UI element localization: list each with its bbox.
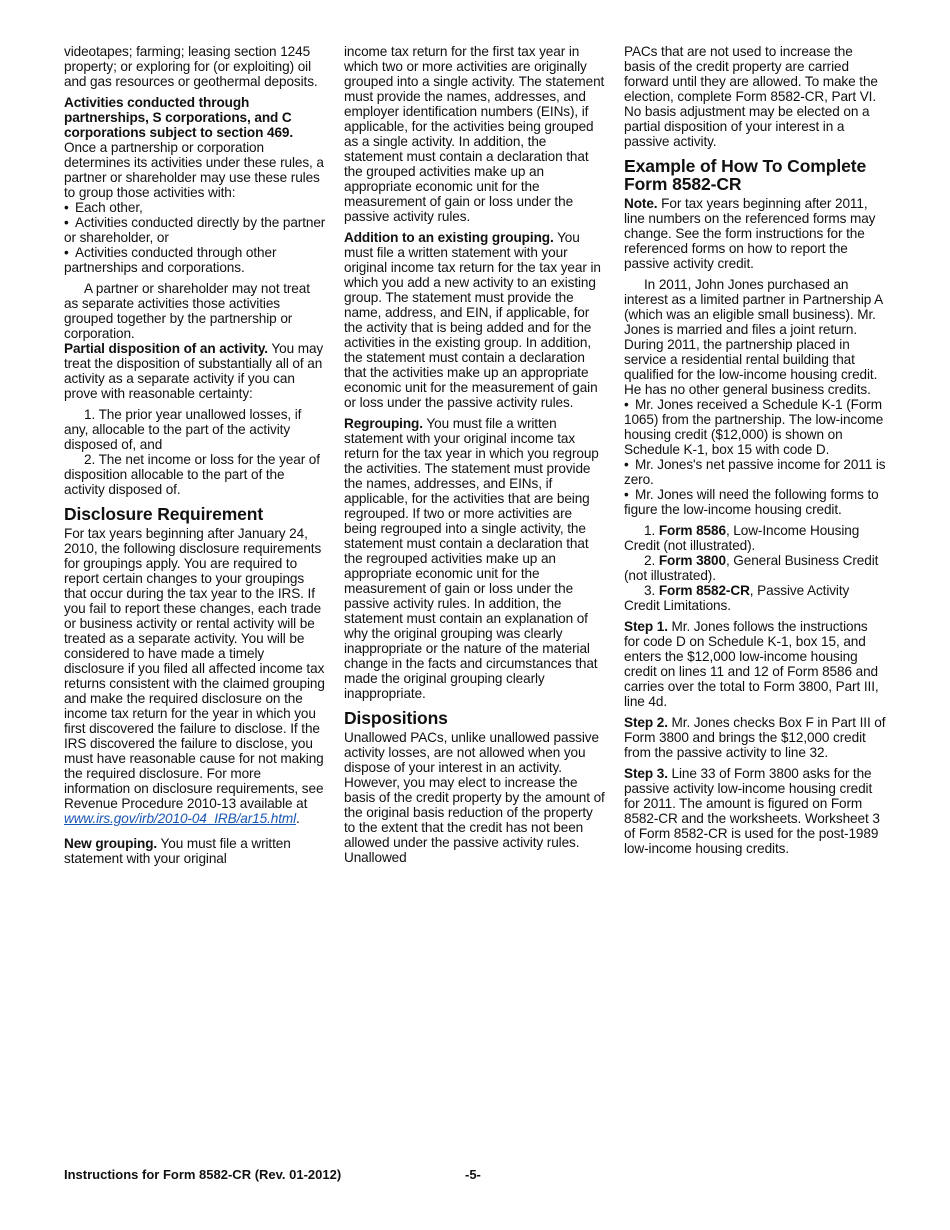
lead-partial: Partial disposition of an activity. [64,341,268,356]
paragraph-note: Note. For tax years beginning after 2011, line numbers on the referenced forms may change. See the form instructions for the referenced forms on how to report the passive activity credit. [624,196,876,271]
paragraph-partnerships: Activities conducted through partnerships, S corporations, and C corporations subject to section 469. Once a partnership or corporation determines its activities under these rules, a partner or shareholder may use these rules to group those activities with: [64,95,324,200]
list-item: 2. The net income or loss for the year of disposition allocable to the part of the activity disposed of. [64,452,320,497]
list-item: • Activities conducted directly by the partner or shareholder, or [64,215,326,245]
paragraph-new-grouping: New grouping. You must file a written statement with your original [64,836,291,866]
paragraph-addition: Addition to an existing grouping. You must file a written statement with your original income tax return for the tax year in which you add a new activity to an existing group. The statement must provide the name, address, and EIN, if applicable, for the activity that is being added and for the activities in the existing group. In addition, the statement must contain a declaration that the activities make up an appropriate economic unit for the measurement of gain or loss under the passive activity rules. [344,230,601,410]
paragraph-step-2: Step 2. Mr. Jones checks Box F in Part III of Form 3800 and brings the $12,000 credit from the passive activity to line 32. [624,715,886,760]
bullet-list-grouping [64,200,326,275]
bullet-icon: • [64,245,69,260]
bullet-icon: • [624,487,629,502]
paragraph-intro: videotapes; farming; leasing section 1245 property; or exploring for (or exploiting) oil and gas resources or geothermal deposits. [64,44,318,89]
page-footer [64,1167,886,1182]
paragraph-dispositions-cont: PACs that are not used to increase the basis of the credit property are carried forward until they are allowed. To make the election, complete Form 8582-CR, Part VI. No basis adjustment may be elected on a partial disposition of your interest in a passive activity. [624,44,878,149]
numbered-list-partial [64,407,326,497]
paragraph-regrouping: Regrouping. You must file a written statement with your original income tax return for the tax year in which you regroup the activities. The statement must provide the names, addresses, and EINs, if applicable, for the activities that are being regrouped. If two or more activities are being regrouped into a single activity, the statement must contain a declaration that the regrouped activities make up an appropriate economic unit for the measurement of gain or loss under the passive activity rules. In addition, the statement must contain an explanation of why the original grouping was clearly inappropriate or the nature of the material change in the facts and circumstances that made the original grouping clearly inappropriate. [344,416,599,701]
paragraph-partial: Partial disposition of an activity. You may treat the disposition of substantially all of an activity as a separate activity if you can prove with reasonable certainty: [64,341,324,401]
lead-partnerships: Activities conducted through partnerships, S corporations, and C corporations subject to section 469. [64,95,294,140]
paragraph-new-grouping-cont: income tax return for the first tax year in which two or more activities are originally grouped into a single activity. The statement must provide the names, addresses, and employer identification numbers (EINs), if applicable, for the activities being grouped as a single activity. In addition, the statement must contain a declaration that the grouped activities make up an appropriate economic unit for the measurement of gain or loss under the passive activity rules. [344,44,605,224]
irs-link[interactable]: www.irs.gov/irb/2010-04_IRB/ar15.html [64,811,297,826]
list-item: 3. Form 8582-CR, Passive Activity Credit Limitations. [624,583,850,613]
paragraph-step-3: Step 3. Line 33 of Form 3800 asks for the passive activity low-income housing credit for 2011. The amount is figured on Form 8582-CR and the worksheets. Worksheet 3 of Form 8582-CR is used for the post-1989 low-income housing credits. [624,766,880,856]
lead-step-1: Step 1. [624,619,668,634]
lead-regrouping: Regrouping. [344,416,423,431]
paragraph-dispositions: Unallowed PACs, unlike unallowed passive activity losses, are not allowed when you dispose of your interest in an activity. However, you may elect to increase the basis of the credit property by the amount of the original basis reduction of the property to the extent that the credit has not been allowed under the passive activity rules. Unallowed [344,730,605,865]
column-1 [64,44,326,872]
list-item: • Mr. Jones will need the following forms to figure the low-income housing credit. [624,487,879,517]
numbered-list-forms [624,523,886,613]
column-3 [624,44,886,862]
bullet-list-jones [624,397,886,517]
bullet-icon: • [624,457,629,472]
page-number: -5- [465,1167,481,1182]
list-item: 1. Form 8586, Low-Income Housing Credit (not illustrated). [624,523,860,553]
heading-example: Example of How To Complete Form 8582-CR [624,156,867,194]
footer-title: Instructions for Form 8582-CR (Rev. 01-2012) [64,1167,342,1182]
lead-step-2: Step 2. [624,715,668,730]
list-item: 2. Form 3800, General Business Credit (not illustrated). [624,553,879,583]
heading-dispositions: Dispositions [344,708,448,728]
list-item: • Mr. Jones received a Schedule K-1 (Form 1065) from the partnership. The low-income housing credit ($12,000) is shown on Schedule K-1, box 15 with code D. [624,397,884,457]
paragraph-jones: In 2011, John Jones purchased an interest as a limited partner in Partnership A (which was an eligible small business). Mr. Jones is married and files a joint return. During 2011, the partnership placed in service a residential rental building that qualified for the low-income housing credit. He has no other general business credits. [624,277,883,397]
paragraph-step-1: Step 1. Mr. Jones follows the instructions for code D on Schedule K-1, box 15, and enters the $12,000 low-income housing credit on lines 11 and 12 of Form 8586 and carries over the total to Form 3800, Part III, line 4d. [624,619,879,709]
lead-note: Note. [624,196,658,211]
lead-step-3: Step 3. [624,766,668,781]
lead-new-grouping: New grouping. [64,836,158,851]
list-item: 1. The prior year unallowed losses, if any, allocable to the part of the activity disposed of, and [64,407,302,452]
paragraph-partner: A partner or shareholder may not treat as separate activities those activities grouped together by the partnership or corporation. [64,281,310,341]
list-item: • Mr. Jones's net passive income for 2011 is zero. [624,457,886,487]
bullet-icon: • [64,200,69,215]
paragraph-disclosure: For tax years beginning after January 24, 2010, the following disclosure requirements for groupings apply. You are required to report certain changes to your groupings that occur during the tax year to the IRS. If you fail to report these changes, each trade or business activity or rental activity will be treated as a separate activity. You will be considered to have made a timely disclosure if you filed all affected income tax returns consistent with the claimed grouping and make the required disclosure on the income tax return for the year in which you first discovered the failure to disclose. If the IRS discovered the failure to disclose, you must have reasonable cause for not making the required disclosure. For more information on disclosure requirements, see Revenue Procedure 2010-13 available at www.irs.gov/irb/2010-04_IRB/ar15.html. [64,526,325,826]
heading-disclosure: Disclosure Requirement [64,504,264,524]
list-item: • Each other, [64,200,143,215]
list-item: • Activities conducted through other partnerships and corporations. [64,245,277,275]
bullet-icon: • [64,215,69,230]
column-2 [344,44,606,871]
lead-addition: Addition to an existing grouping. [344,230,554,245]
bullet-icon: • [624,397,629,412]
